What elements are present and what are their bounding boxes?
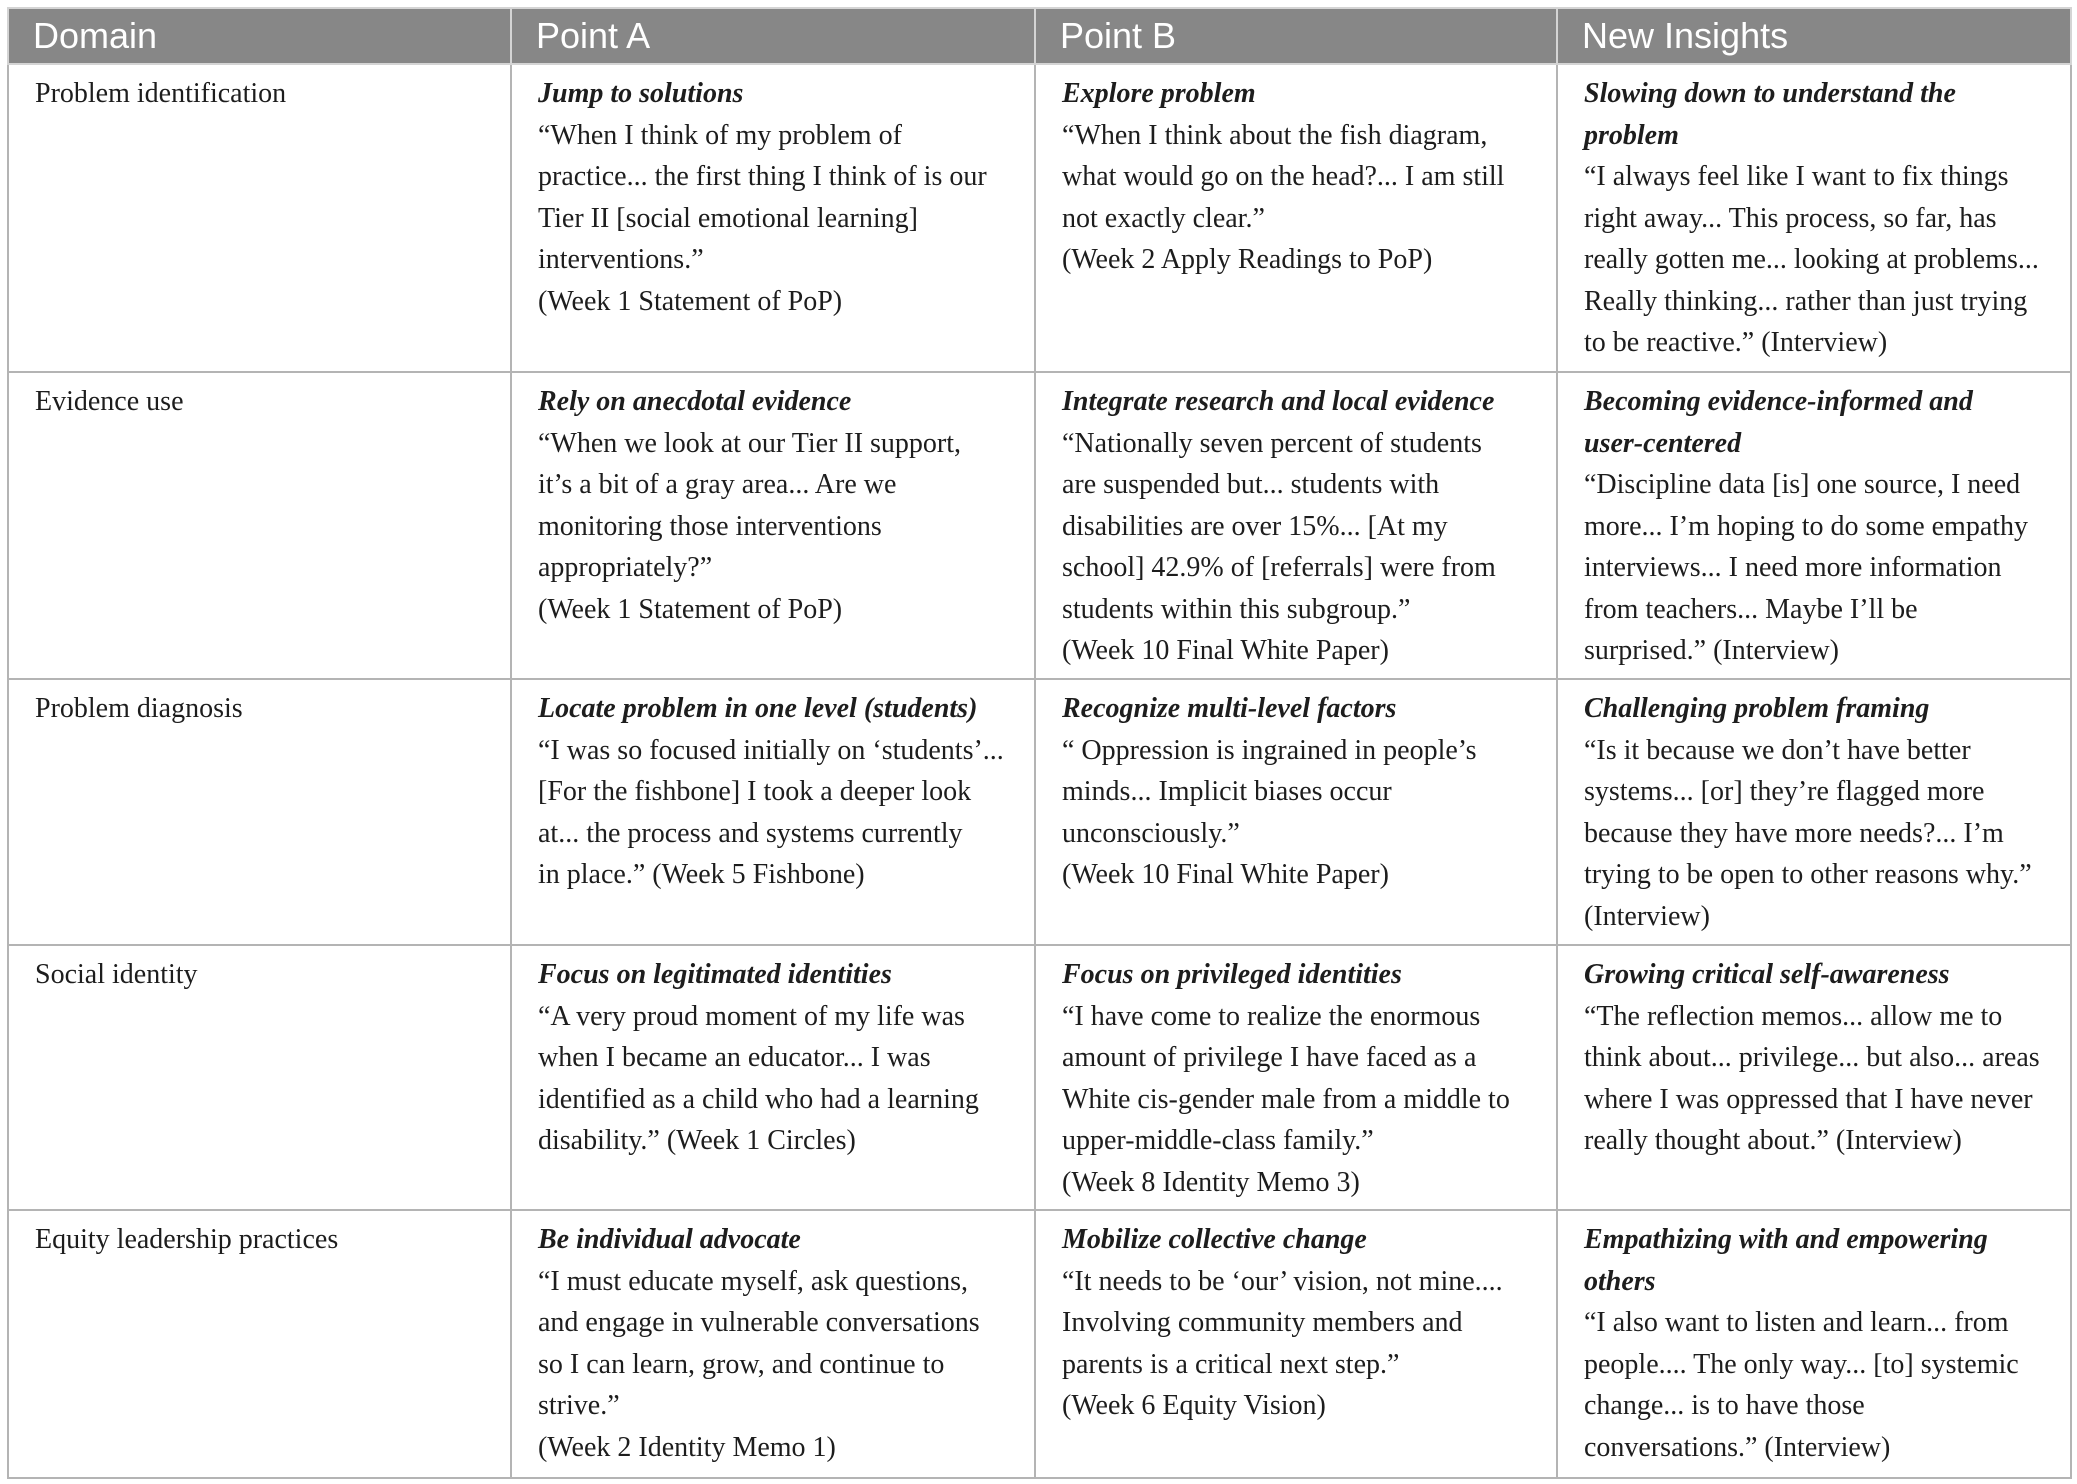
new-insights-cell	[1557, 372, 2071, 679]
domain-cell	[8, 64, 511, 372]
quote-line: “When I think of my problem of	[538, 119, 902, 151]
column-header-new-insights: New Insights	[1557, 8, 2071, 64]
quote-line: parents is a critical next step.”	[1062, 1348, 1400, 1380]
quote-line: “I always feel like I want to fix things	[1584, 161, 2009, 192]
quote-line: systems... [or] they’re flagged more	[1584, 776, 1985, 807]
quote-line: upper-middle-class family.”	[1062, 1125, 1374, 1156]
quote-line: at... the process and systems currently	[538, 817, 963, 849]
cell-heading: Growing critical self-awareness	[1584, 959, 1950, 990]
quote-line: in place.” (Week 5 Fishbone)	[538, 859, 865, 890]
quote-line: because they have more needs?... I’m	[1584, 817, 2004, 849]
quote-line: when I became an educator... I was	[538, 1042, 931, 1073]
point-b-cell	[1035, 945, 1557, 1210]
quote-line: minds... Implicit biases occur	[1062, 776, 1392, 807]
cell-heading: Challenging problem framing	[1584, 693, 1930, 724]
cell-heading: Focus on privileged identities	[1062, 959, 1402, 990]
domain-cell	[8, 679, 511, 945]
quote-line: identified as a child who had a learning	[538, 1083, 979, 1115]
cell-heading: Explore problem	[1062, 78, 1256, 109]
quote-source: (Week 1 Statement of PoP)	[538, 593, 843, 625]
new-insights-cell	[1557, 945, 2071, 1210]
table-row	[8, 945, 2071, 1210]
quote-line: trying to be open to other reasons why.”	[1584, 859, 2032, 890]
quote-source: (Week 1 Statement of PoP)	[538, 285, 843, 317]
domain-cell	[8, 372, 511, 679]
quote-line: think about... privilege... but also... areas	[1584, 1042, 2040, 1073]
quote-line: amount of privilege I have faced as a	[1062, 1042, 1477, 1073]
quote-line: change... is to have those	[1584, 1390, 1865, 1421]
quote-line: and engage in vulnerable conversations	[538, 1307, 980, 1338]
table-row	[8, 679, 2071, 945]
point-b-cell	[1035, 372, 1557, 679]
quote-line: White cis-gender male from a middle to	[1062, 1083, 1510, 1115]
quote-line: strive.”	[538, 1390, 620, 1421]
quote-line: interventions.”	[538, 244, 704, 275]
cell-heading: Recognize multi-level factors	[1062, 693, 1397, 724]
quote-line: from teachers... Maybe I’ll be	[1584, 593, 1918, 625]
quote-source: (Week 2 Identity Memo 1)	[538, 1431, 836, 1463]
quote-line: “When I think about the fish diagram,	[1062, 119, 1488, 151]
quote-line: more... I’m hoping to do some empathy	[1584, 510, 2029, 542]
point-a-cell	[511, 372, 1035, 679]
table-row	[8, 372, 2071, 679]
cell-heading: Be individual advocate	[538, 1224, 801, 1255]
quote-line: to be reactive.” (Interview)	[1584, 327, 1888, 358]
quote-line: disabilities are over 15%... [At my	[1062, 510, 1448, 542]
domain-label: Social identity	[35, 959, 198, 990]
domain-label: Evidence use	[35, 386, 184, 417]
point-b-cell	[1035, 64, 1557, 372]
column-header-point-a: Point A	[511, 8, 1035, 64]
quote-line: interviews... I need more information	[1584, 552, 2002, 583]
new-insights-cell	[1557, 1210, 2071, 1478]
quote-line: students within this subgroup.”	[1062, 593, 1411, 625]
findings-table	[7, 7, 2072, 1479]
quote-line: “Is it because we don’t have better	[1584, 734, 1971, 766]
quote-source: (Interview)	[1584, 900, 1710, 932]
quote-line: “I was so focused initially on ‘students’...	[538, 734, 1004, 766]
new-insights-cell	[1557, 679, 2071, 945]
quote-source: (Week 10 Final White Paper)	[1062, 859, 1389, 890]
cell-heading: user-centered	[1584, 427, 1742, 459]
quote-line: are suspended but... students with	[1062, 469, 1440, 500]
quote-line: unconsciously.”	[1062, 817, 1240, 849]
quote-source: (Week 10 Final White Paper)	[1062, 635, 1389, 666]
point-a-cell	[511, 945, 1035, 1210]
quote-line: “A very proud moment of my life was	[538, 1000, 965, 1032]
quote-line: “It needs to be ‘our’ vision, not mine....	[1062, 1265, 1503, 1297]
quote-line: monitoring those interventions	[538, 510, 882, 542]
domain-cell	[8, 945, 511, 1210]
cell-heading: Slowing down to understand the	[1584, 78, 1956, 109]
quote-line: people.... The only way... [to] systemic	[1584, 1348, 2019, 1380]
table-row	[8, 64, 2071, 372]
quote-line: really thought about.” (Interview)	[1584, 1125, 1962, 1156]
cell-heading: Integrate research and local evidence	[1062, 386, 1495, 417]
quote-line: “I also want to listen and learn... from	[1584, 1307, 2009, 1338]
cell-heading: Jump to solutions	[538, 78, 744, 109]
quote-line: “I must educate myself, ask questions,	[538, 1265, 969, 1297]
point-a-cell	[511, 1210, 1035, 1478]
column-header-domain: Domain	[8, 8, 511, 64]
quote-source: (Week 2 Apply Readings to PoP)	[1062, 244, 1433, 275]
cell-heading: Focus on legitimated identities	[538, 959, 892, 990]
column-header-point-b: Point B	[1035, 8, 1557, 64]
cell-heading: Locate problem in one level (students)	[538, 693, 978, 724]
cell-heading: others	[1584, 1265, 1656, 1297]
quote-line: it’s a bit of a gray area... Are we	[538, 469, 897, 500]
quote-source: (Week 6 Equity Vision)	[1062, 1390, 1326, 1421]
quote-line: “I have come to realize the enormous	[1062, 1000, 1481, 1032]
cell-heading: problem	[1584, 119, 1679, 151]
quote-line: not exactly clear.”	[1062, 202, 1265, 234]
quote-line: “Discipline data [is] one source, I need	[1584, 469, 2021, 500]
quote-source: (Week 8 Identity Memo 3)	[1062, 1166, 1360, 1198]
point-a-cell	[511, 64, 1035, 372]
quote-line: [For the fishbone] I took a deeper look	[538, 776, 972, 807]
point-b-cell	[1035, 679, 1557, 945]
quote-line: “ Oppression is ingrained in people’s	[1062, 734, 1477, 766]
quote-line: conversations.” (Interview)	[1584, 1431, 1891, 1463]
domain-cell	[8, 1210, 511, 1478]
quote-line: so I can learn, grow, and continue to	[538, 1348, 945, 1380]
domain-label: Problem identification	[35, 78, 287, 109]
cell-heading: Empathizing with and empowering	[1584, 1224, 1988, 1255]
quote-line: “The reflection memos... allow me to	[1584, 1000, 2003, 1032]
quote-line: surprised.” (Interview)	[1584, 635, 1840, 666]
point-a-cell	[511, 679, 1035, 945]
table-row	[8, 1210, 2071, 1478]
domain-label: Equity leadership practices	[35, 1224, 339, 1255]
new-insights-cell	[1557, 64, 2071, 372]
cell-heading: Becoming evidence-informed and	[1584, 386, 1973, 417]
quote-line: really gotten me... looking at problems...	[1584, 244, 2039, 275]
quote-line: “When we look at our Tier II support,	[538, 427, 962, 459]
quote-line: school] 42.9% of [referrals] were from	[1062, 552, 1496, 583]
quote-line: appropriately?”	[538, 552, 713, 583]
quote-line: where I was oppressed that I have never	[1584, 1083, 2033, 1115]
cell-heading: Rely on anecdotal evidence	[538, 386, 852, 417]
quote-line: practice... the first thing I think of is our	[538, 161, 987, 192]
quote-line: disability.” (Week 1 Circles)	[538, 1125, 856, 1156]
quote-line: right away... This process, so far, has	[1584, 202, 1997, 234]
quote-line: Tier II [social emotional learning]	[538, 202, 918, 234]
quote-line: Involving community members and	[1062, 1307, 1463, 1338]
quote-line: Really thinking... rather than just trying	[1584, 285, 2028, 317]
domain-label: Problem diagnosis	[35, 693, 243, 724]
quote-line: “Nationally seven percent of students	[1062, 427, 1482, 459]
cell-heading: Mobilize collective change	[1062, 1224, 1367, 1255]
quote-line: what would go on the head?... I am still	[1062, 161, 1505, 192]
table-header-row	[8, 8, 2071, 64]
point-b-cell	[1035, 1210, 1557, 1478]
